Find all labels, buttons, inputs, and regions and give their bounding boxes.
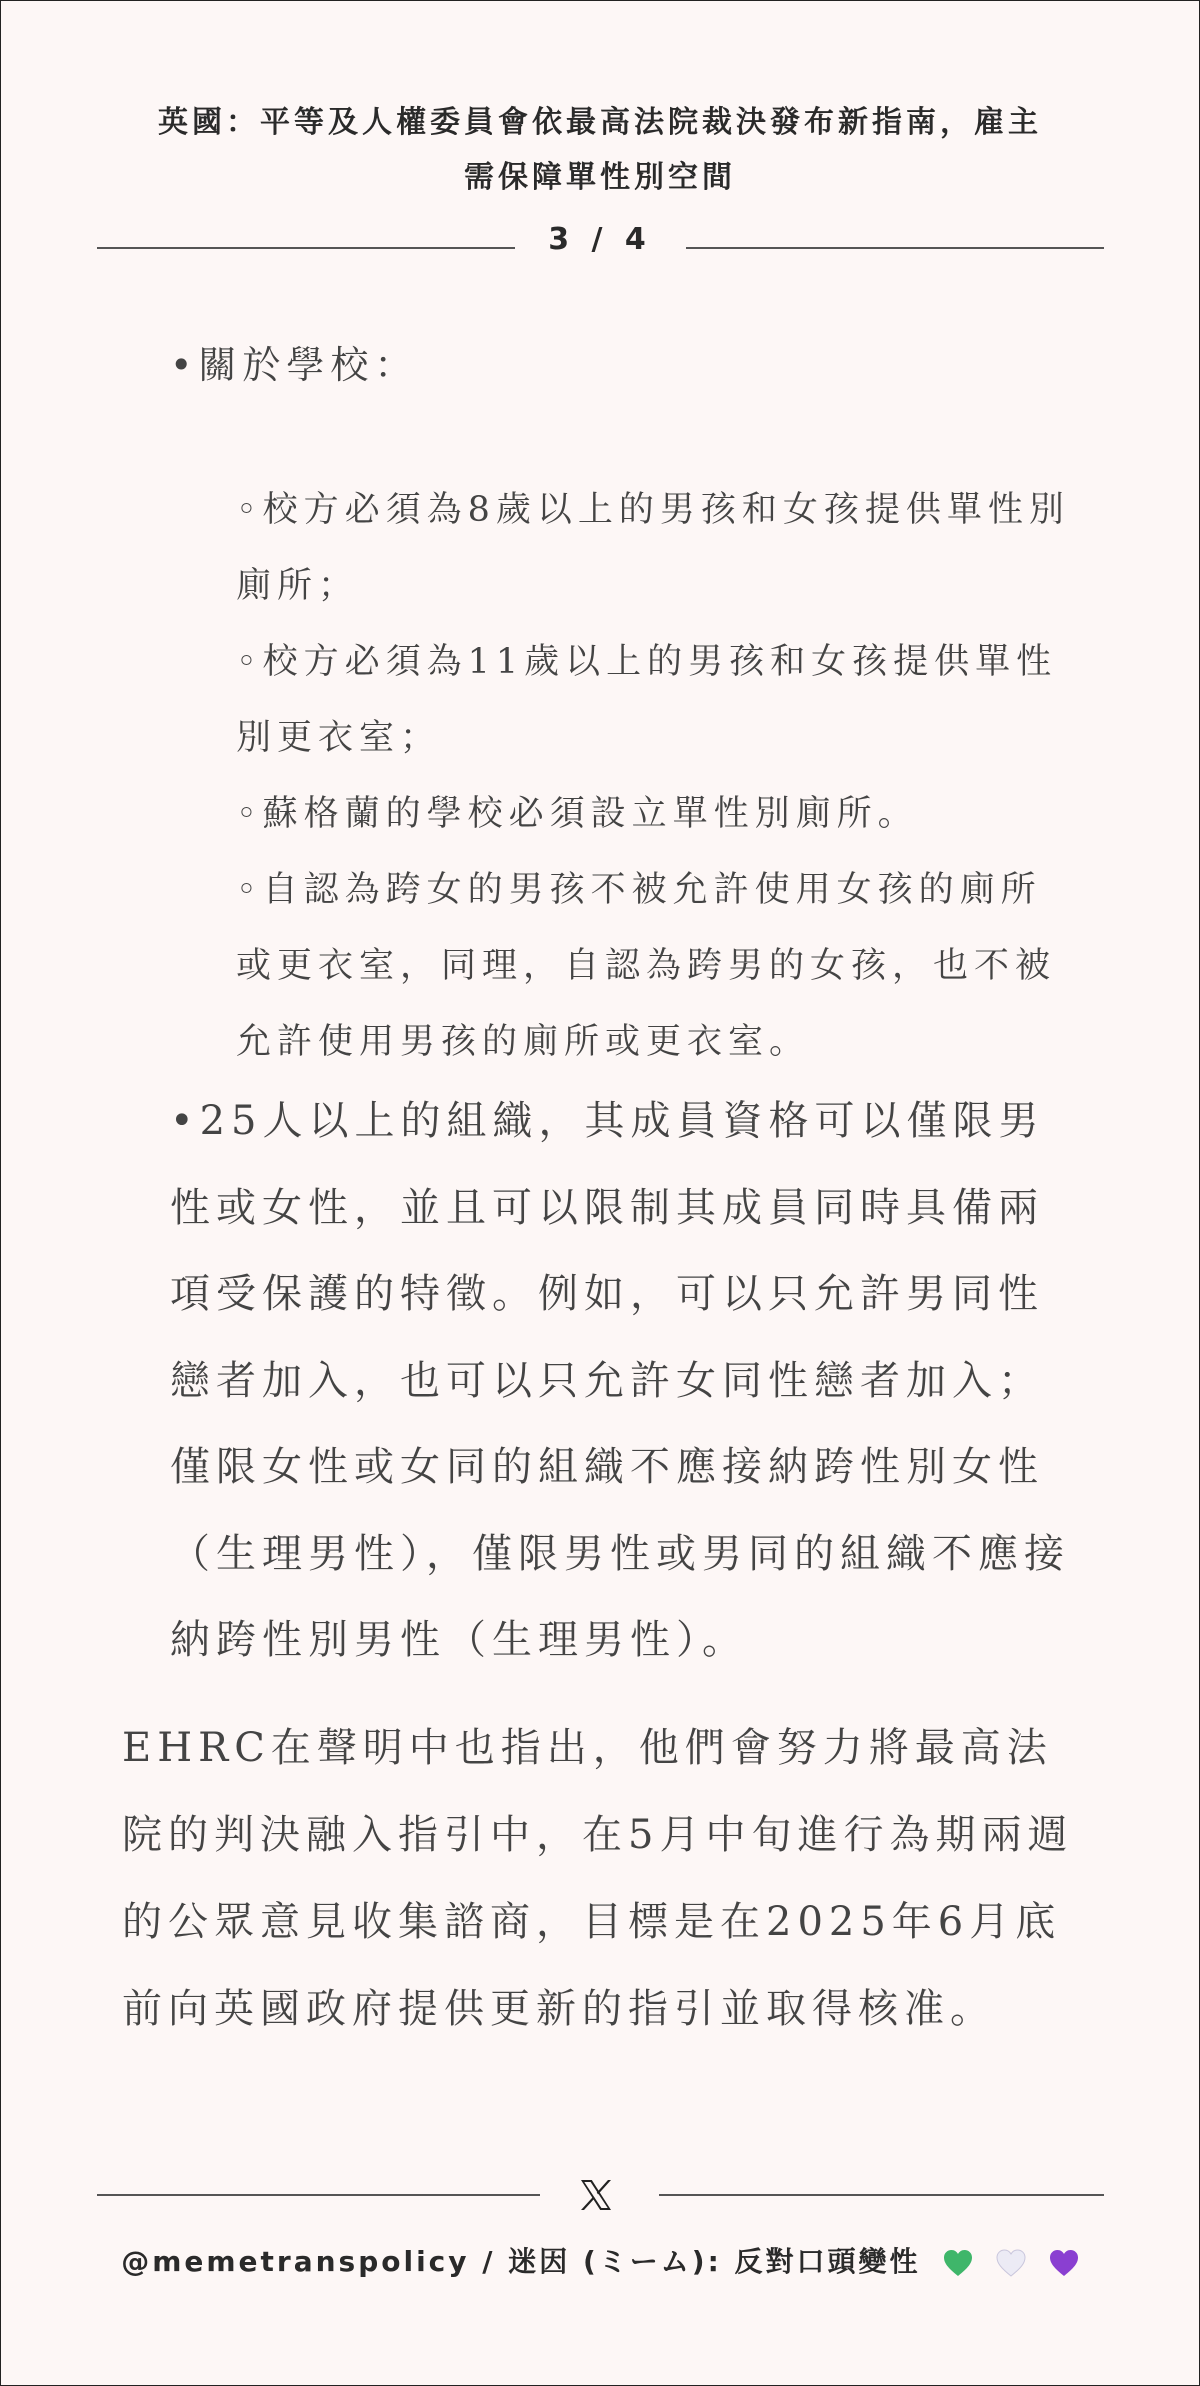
page-title-line-2: 需保障單性別空間 [464, 160, 736, 195]
page-title-line-1: 英國：平等及人權委員會依最高法院裁決發布新指南，雇主 [158, 105, 1042, 140]
purple-heart-icon [1049, 2249, 1079, 2277]
school-point-3: ◦蘇格蘭的學校必須設立單性別廁所。 [236, 794, 919, 834]
school-point-4: ◦自認為跨女的男孩不被允許使用女孩的廁所或更衣室，同理，自認為跨男的女孩，也不被允許使用男孩的廁所或更衣室。 [236, 870, 1057, 1062]
section-heading-schools: •關於學校： [170, 343, 419, 387]
green-heart-icon [943, 2249, 973, 2277]
header-divider-left [97, 247, 515, 249]
footer-divider-left [97, 2194, 540, 2196]
ehrc-paragraph: EHRC在聲明中也指出，他們會努力將最高法院的判決融入指引中，在5月中旬進行為期兩週的公眾意見收集諮商，目標是在2025年6月底前向英國政府提供更新的指引並取得核准。 [122, 1725, 1074, 2032]
footer-handle-text: @memetranspolicy / 迷因 (ミーム): 反對口頭變性 [121, 2245, 921, 2278]
header-divider-right [686, 247, 1104, 249]
footer-divider-right [659, 2194, 1104, 2196]
white-heart-icon [996, 2249, 1026, 2277]
x-logo-icon [578, 2177, 614, 2213]
footer-handle [60, 2240, 1140, 2280]
page-indicator: 3 / 4 [548, 222, 652, 257]
school-point-2: ◦校方必須為11歲以上的男孩和女孩提供單性別更衣室； [236, 642, 1058, 758]
page-title [100, 95, 1100, 205]
school-point-1: ◦校方必須為8歲以上的男孩和女孩提供單性別廁所； [236, 490, 1070, 606]
organization-point: •25人以上的組織，其成員資格可以僅限男性或女性，並且可以限制其成員同時具備兩項受保護的特徵。例如，可以只允許男同性戀者加入，也可以只允許女同性戀者加入；僅限女性或女同的組織不應接納跨性別女性（生理男性），僅限男性或男同的組織不應接納跨性別男性（生理男性）。 [170, 1098, 1070, 1663]
